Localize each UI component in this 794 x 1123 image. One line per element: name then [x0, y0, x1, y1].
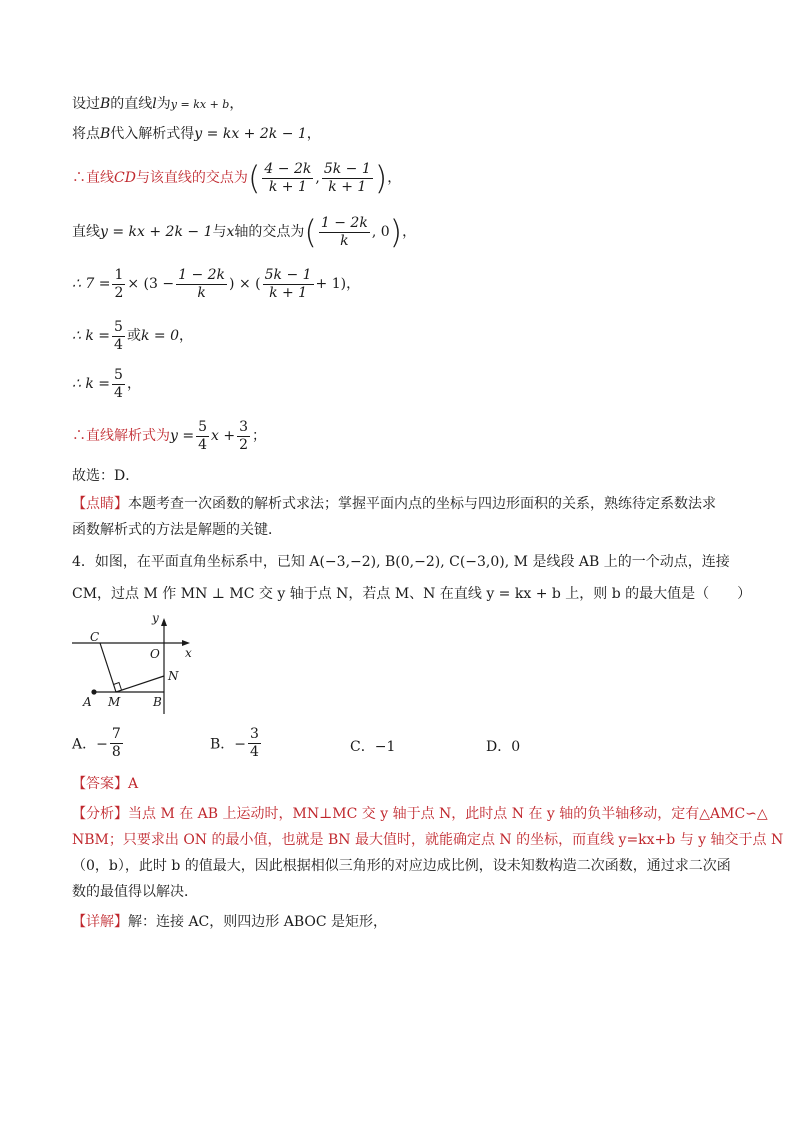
text: ，	[178, 328, 193, 344]
fraction: $\frac{5}{4}$	[114, 318, 123, 353]
y-axis-arrow	[161, 618, 167, 626]
text: x +	[211, 428, 236, 444]
solution-line-5	[72, 264, 360, 304]
var-x: x	[226, 224, 235, 240]
var-l: l	[152, 96, 157, 112]
analysis-line-2: NBM；只要求出 ON 的最小值，也就是 BN 最大值时，就能确定点 N 的坐标，而直线 y=kx+b 与 y 轴交于点 N	[72, 832, 784, 848]
solution-line-7	[72, 364, 141, 404]
remark-tag: 【点睛】	[72, 496, 128, 512]
text: ∴直线	[72, 170, 114, 186]
label-c: C	[90, 630, 100, 644]
paren-open: (	[304, 213, 317, 251]
solution-line-4	[72, 212, 416, 252]
label-y: y	[152, 611, 159, 625]
fraction: $\frac{7}{8}$	[111, 726, 121, 760]
solution-line-2	[72, 124, 321, 144]
answer-value: A	[128, 776, 139, 792]
solution-line-3: ∴直线CD与该直线的交点为( $\frac{4 - 2k}{k + 1}$ , $\frac{5k - 1}{k + 1}$ )，	[72, 159, 402, 197]
solution-line-1	[72, 94, 243, 115]
option-c: C．−1	[350, 739, 396, 755]
text: 与该直线的交点为	[135, 170, 248, 186]
text: ，	[346, 276, 361, 292]
text: ∴ k =	[72, 328, 111, 344]
question-4-line-2: CM，过点 M 作 MN ⊥ MC 交 y 轴于点 N，若点 M、N 在直线 y = kx + b 上，则 b 的最大值是（ ）	[72, 586, 752, 602]
text: ∴ k =	[72, 376, 111, 392]
label-m: M	[108, 695, 121, 709]
analysis-text: 当点 M 在 AB 上运动时，MN⊥MC 交 y 轴于点 N，此时点 N 在 y 轴的负半轴移动，定有△AMC∽△	[128, 806, 768, 822]
label-n: N	[168, 669, 179, 683]
formula: y = kx + 2k − 1	[100, 224, 213, 240]
label-x: x	[185, 646, 192, 660]
text: 为	[156, 96, 171, 112]
remark-line-1	[72, 494, 716, 514]
var-b: B	[100, 96, 111, 112]
text: ，	[229, 96, 244, 112]
text: y =	[170, 428, 195, 444]
text: 或	[126, 328, 141, 344]
paren-close: )	[374, 159, 388, 197]
var-b: B	[100, 126, 111, 142]
text: × (3 −	[127, 276, 175, 292]
text: ∴直线解析式为	[72, 428, 170, 444]
answer-tag: 【答案】	[72, 776, 128, 792]
text: ，	[402, 224, 417, 240]
text: ，	[126, 376, 141, 392]
text: ；	[252, 428, 267, 444]
segment-mn	[116, 676, 164, 692]
fraction: $\frac{4 - 2k}{k + 1}$	[264, 160, 312, 195]
option-d: D．0	[486, 739, 521, 755]
detail-tag: 【详解】	[72, 914, 128, 930]
point-a-dot	[91, 689, 96, 694]
question-4-line-1: 4．如图，在平面直角坐标系中，已知 A(−3,−2), B(0,−2), C(−3,0), M 是线段 AB 上的一个动点，连接	[72, 554, 730, 570]
solution-line-8	[72, 416, 266, 456]
remark-line-2: 函数解析式的方法是解题的关键．	[72, 522, 282, 538]
label-a: A	[83, 695, 92, 709]
option-b: B．− $\frac{3}{4}$	[210, 726, 259, 760]
text: + 1)	[315, 276, 347, 292]
paren-close: )	[389, 213, 403, 251]
text: ) × (	[229, 276, 261, 292]
fraction: $\frac{1 - 2k}{k}$	[320, 214, 368, 249]
text: ，	[387, 170, 402, 186]
fraction: $\frac{5}{4}$	[114, 366, 123, 401]
analysis-tag: 【分析】	[72, 806, 128, 822]
answer-line	[72, 774, 138, 794]
label-o: O	[150, 647, 160, 661]
fraction: $\frac{3}{4}$	[250, 726, 259, 760]
text: ∴ 7 =	[72, 276, 111, 292]
choice-line: 故选：D．	[72, 468, 140, 484]
detail-text: 解：连接 AC，则四边形 ABOC 是矩形，	[128, 914, 388, 930]
text: 的直线	[110, 96, 153, 112]
formula: y = kx + b	[170, 98, 230, 111]
option-a: A．− $\frac{7}{8}$	[72, 726, 121, 760]
text: 将点	[72, 126, 100, 142]
formula: y = kx + 2k − 1	[194, 126, 307, 142]
remark-text: 本题考查一次函数的解析式求法；掌握平面内点的坐标与四边形面积的关系，熟练待定系数法求	[128, 496, 716, 512]
var-cd: CD	[114, 170, 136, 186]
text: , 0	[371, 224, 390, 240]
text: 代入解析式得	[110, 126, 195, 142]
fraction: $\frac{1}{2}$	[114, 266, 124, 301]
fraction: $\frac{3}{2}$	[239, 418, 249, 453]
fraction: $\frac{5k - 1}{k + 1}$	[323, 160, 371, 195]
detail-line	[72, 912, 387, 932]
analysis-line-3: （0，b），此时 b 的值最大，因此根据相似三角形的对应边成比例，设未知数构造二次函数，通过求二次函	[72, 858, 731, 874]
text: 轴的交点为	[234, 224, 305, 240]
text: ，	[306, 126, 321, 142]
fraction: $\frac{5}{4}$	[198, 418, 208, 453]
paren-open: (	[247, 159, 261, 197]
analysis-line-4: 数的最值得以解决．	[72, 884, 198, 900]
text: 直线	[72, 224, 100, 240]
analysis-line-1	[72, 804, 768, 824]
text: 与	[212, 224, 227, 240]
fraction: $\frac{1 - 2k}{k}$	[178, 266, 226, 301]
solution-line-6	[72, 316, 193, 356]
text: 设过	[72, 96, 100, 112]
text: k = 0	[140, 328, 179, 344]
label-b: B	[153, 695, 162, 709]
geometry-figure	[72, 606, 202, 714]
fraction: $\frac{5k - 1}{k + 1}$	[264, 266, 312, 301]
